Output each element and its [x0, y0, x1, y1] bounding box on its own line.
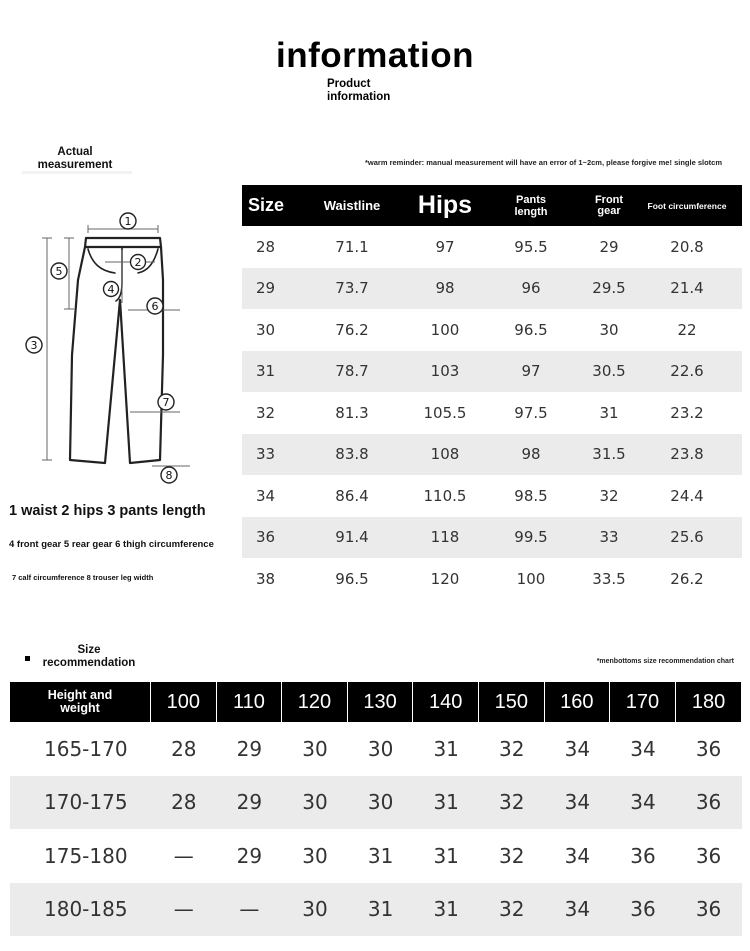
size-table-cell: 30.5 — [592, 362, 626, 381]
marker-3-label: 3 — [30, 339, 38, 352]
size-table-row — [242, 517, 742, 559]
size-table-cell: 31.5 — [592, 445, 626, 464]
size-table-cell: 23.8 — [670, 445, 704, 464]
size-table-cell: 98.5 — [514, 486, 548, 505]
header-front-gear: Front gear — [594, 193, 624, 217]
size-table-cell: 33 — [599, 528, 619, 547]
size-table-cell: 33.5 — [592, 569, 626, 588]
size-table-row — [242, 392, 742, 434]
legend-line-1: 1 waist 2 hips 3 pants length — [9, 503, 206, 519]
recommended-size: 36 — [695, 843, 722, 868]
recommended-size: 31 — [433, 736, 459, 761]
size-table-cell: 22 — [677, 320, 697, 339]
recommendation-row — [10, 722, 742, 776]
size-table-cell: 32 — [599, 486, 619, 505]
recommended-size: — — [173, 843, 194, 868]
pants-waistband — [85, 238, 161, 247]
size-table-cell: 22.6 — [670, 362, 704, 381]
warm-reminder: *warm reminder: manual measurement will have an error of 1~2cm, please forgive me! single slotcm — [364, 158, 722, 167]
recommended-size: 31 — [433, 843, 459, 868]
size-table-cell: 108 — [430, 445, 460, 464]
size-table-cell: 30 — [256, 320, 276, 339]
recommended-size: 31 — [433, 897, 459, 922]
header-height-weight-line-2: weight — [60, 701, 100, 715]
size-table-cell: 30 — [599, 320, 619, 339]
recommended-size: 34 — [564, 843, 591, 868]
size-table-cell: 23.2 — [670, 403, 704, 422]
recommended-size: 29 — [236, 736, 263, 761]
recommended-size: 36 — [630, 843, 656, 868]
size-table-cell: 86.4 — [335, 486, 369, 505]
marker-5-label: 5 — [55, 265, 63, 278]
recommendation-table-body — [10, 722, 742, 936]
size-table-body — [242, 226, 742, 600]
recommended-size: 28 — [171, 790, 197, 815]
size-table-cell: 97.5 — [514, 403, 548, 422]
recommended-size: 30 — [302, 736, 328, 761]
marker-6-label: 6 — [151, 300, 159, 313]
header-weight: 110 — [217, 682, 283, 722]
height-range: 180-185 — [44, 897, 128, 922]
size-table — [242, 185, 742, 600]
header-foot-circumference: Foot circumference — [647, 200, 727, 211]
size-table-cell: 105.5 — [423, 403, 467, 422]
size-table-cell: 71.1 — [335, 237, 369, 256]
size-table-cell: 28 — [256, 237, 276, 256]
diagram-label-line-2: measurement — [37, 159, 113, 171]
recommended-size: 28 — [171, 736, 197, 761]
header-weight: 100 — [151, 682, 217, 722]
recommendation-row — [10, 883, 742, 937]
size-table-cell: 96.5 — [514, 320, 548, 339]
size-table-cell: 20.8 — [670, 237, 704, 256]
recommended-size: 30 — [302, 790, 328, 815]
size-table-cell: 29 — [599, 237, 619, 256]
size-table-row — [242, 475, 742, 517]
marker-2-label: 2 — [134, 256, 142, 269]
size-table-cell: 98 — [435, 279, 455, 298]
recommendation-table — [10, 682, 742, 936]
size-table-cell: 97 — [435, 237, 455, 256]
recommendation-row — [10, 829, 742, 883]
recommended-size: 30 — [367, 736, 394, 761]
recommended-size: 36 — [630, 897, 656, 922]
size-table-cell: 73.7 — [335, 279, 369, 298]
recommendation-row — [10, 776, 742, 830]
recommended-size: — — [173, 897, 194, 922]
recommended-size: 31 — [367, 843, 394, 868]
size-table-cell: 31 — [599, 403, 619, 422]
header-size: Size — [248, 195, 285, 215]
recommended-size: 34 — [564, 897, 591, 922]
size-table-header — [242, 185, 742, 226]
diagram-label — [30, 146, 120, 172]
size-table-cell: 26.2 — [670, 569, 704, 588]
height-range: 165-170 — [44, 736, 128, 761]
header-weight: 170 — [610, 682, 676, 722]
subtitle-line-2: information — [327, 91, 391, 103]
size-table-cell: 98 — [521, 445, 541, 464]
page-subtitle — [327, 78, 447, 104]
subtitle-line-1: Product — [327, 78, 371, 90]
legend-line-2: 4 front gear 5 rear gear 6 thigh circumference — [9, 539, 214, 550]
recommended-size: 34 — [630, 790, 656, 815]
header-weight: 120 — [282, 682, 348, 722]
size-table-cell: 96 — [521, 279, 541, 298]
size-table-row — [242, 434, 742, 476]
height-range: 175-180 — [44, 843, 128, 868]
size-table-cell: 95.5 — [514, 237, 548, 256]
page-title: information — [276, 36, 474, 75]
marker-8-label: 8 — [165, 469, 173, 482]
header-weight: 140 — [413, 682, 479, 722]
header-waistline: Waistline — [323, 198, 381, 213]
size-table-cell: 103 — [430, 362, 460, 381]
marker-4-label: 4 — [107, 283, 115, 296]
header-height-weight — [10, 682, 151, 722]
recommended-size: 36 — [695, 897, 722, 922]
section-bullet — [25, 656, 30, 661]
legend-line-3: 7 calf circumference 8 trouser leg width — [12, 573, 154, 582]
size-table-cell: 36 — [256, 528, 276, 547]
size-table-cell: 99.5 — [514, 528, 548, 547]
size-table-row — [242, 351, 742, 393]
size-table-cell: 78.7 — [335, 362, 369, 381]
size-table-cell: 118 — [430, 528, 460, 547]
recommended-size: — — [239, 897, 260, 922]
size-table-cell: 25.6 — [670, 528, 704, 547]
recommended-size: 31 — [367, 897, 394, 922]
pants-outline — [70, 247, 163, 463]
size-table-cell: 110.5 — [423, 486, 467, 505]
pants-left-pocket — [88, 249, 115, 273]
header-height-weight-line-1: Height and — [47, 688, 113, 702]
recommended-size: 30 — [302, 843, 328, 868]
size-table-cell: 32 — [256, 403, 276, 422]
recommended-size: 31 — [433, 790, 459, 815]
recommended-size: 34 — [630, 736, 656, 761]
recommendation-label-line-2: recommendation — [42, 657, 136, 669]
recommended-size: 34 — [564, 790, 591, 815]
header-weight: 130 — [348, 682, 414, 722]
size-table-cell: 91.4 — [335, 528, 369, 547]
recommended-size: 29 — [236, 843, 263, 868]
header-hips: Hips — [417, 191, 473, 219]
recommended-size: 32 — [499, 897, 525, 922]
recommended-size: 29 — [236, 790, 263, 815]
recommended-size: 32 — [499, 843, 525, 868]
recommended-size: 36 — [695, 790, 722, 815]
recommendation-label — [36, 644, 142, 670]
size-table-row — [242, 558, 742, 600]
height-range: 170-175 — [44, 790, 128, 815]
pants-diagram — [20, 205, 220, 490]
recommended-size: 34 — [564, 736, 591, 761]
recommended-size: 32 — [499, 790, 525, 815]
diagram-label-shadow — [22, 171, 132, 174]
recommended-size: 36 — [695, 736, 722, 761]
size-table-cell: 83.8 — [335, 445, 369, 464]
size-table-cell: 97 — [521, 362, 541, 381]
size-table-row — [242, 268, 742, 310]
size-table-row — [242, 226, 742, 268]
size-table-cell: 38 — [256, 569, 276, 588]
size-table-cell: 100 — [430, 320, 460, 339]
marker-7-label: 7 — [162, 396, 170, 409]
recommendation-label-line-1: Size — [77, 644, 101, 656]
marker-1-label: 1 — [124, 215, 132, 228]
size-table-cell: 31 — [256, 362, 276, 381]
size-table-cell: 76.2 — [335, 320, 369, 339]
size-table-cell: 24.4 — [670, 486, 704, 505]
size-table-cell: 100 — [516, 569, 546, 588]
recommendation-chart-note: *menbottoms size recommendation chart — [596, 658, 734, 665]
size-table-cell: 33 — [256, 445, 276, 464]
recommended-size: 30 — [367, 790, 394, 815]
recommendation-table-header — [10, 682, 742, 722]
size-table-row — [242, 309, 742, 351]
diagram-label-line-1: Actual — [57, 146, 93, 158]
recommended-size: 32 — [499, 736, 525, 761]
recommended-size: 30 — [302, 897, 328, 922]
header-weight: 150 — [479, 682, 545, 722]
size-table-cell: 34 — [256, 486, 276, 505]
header-weight: 160 — [545, 682, 611, 722]
header-weight: 180 — [676, 682, 742, 722]
size-table-cell: 29.5 — [592, 279, 626, 298]
header-pants-length: Pants length — [514, 193, 548, 218]
size-table-cell: 29 — [256, 279, 276, 298]
size-table-cell: 21.4 — [670, 279, 704, 298]
size-table-cell: 96.5 — [335, 569, 369, 588]
size-table-cell: 81.3 — [335, 403, 369, 422]
size-table-cell: 120 — [430, 569, 460, 588]
